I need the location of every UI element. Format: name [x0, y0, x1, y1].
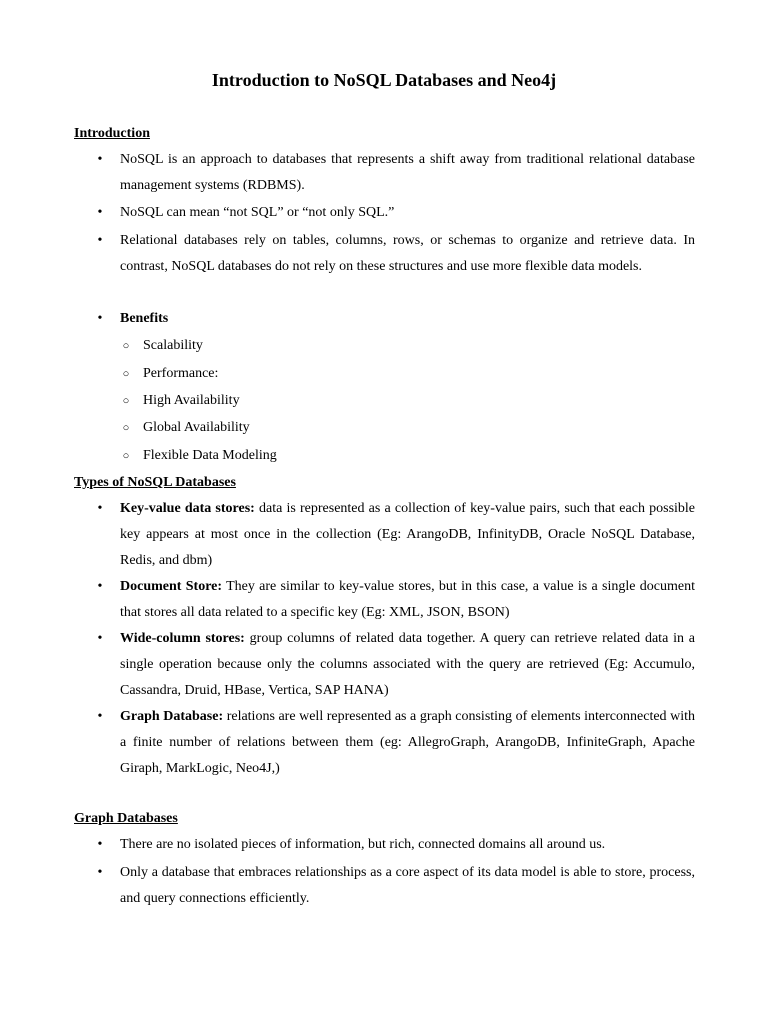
bullet-icon: • — [97, 837, 103, 852]
list-item-text: They are similar to key-value stores, but in this case, a value is a single document that stores all data related to a specific key (Eg: XML, JSON, BSON) — [120, 579, 695, 620]
hollow-bullet-icon: ○ — [122, 395, 130, 407]
list-item-term: Key-value data stores: — [120, 501, 255, 516]
list-item-text: data is represented as a collection of key-value pairs, such that each possible key appears at most once in the collection (Eg: ArangoDB, InfinityDB, Oracle NoSQL Database, Redis, and dbm) — [120, 501, 696, 568]
sublist-item-text: High Availability — [143, 393, 240, 408]
sublist-item — [122, 333, 695, 359]
hollow-bullet-icon: ○ — [122, 422, 130, 434]
hollow-bullet-icon: ○ — [122, 368, 130, 380]
list-item-term: Document Store: — [120, 579, 223, 594]
list-item — [97, 574, 695, 626]
section-heading-graph-databases: Graph Databases — [74, 811, 178, 826]
section-heading-types: Types of NoSQL Databases — [74, 475, 236, 490]
bullet-icon: • — [97, 631, 103, 646]
bullet-icon: • — [97, 233, 103, 248]
list-item — [97, 496, 696, 574]
list-item — [97, 860, 695, 912]
sublist-item — [122, 361, 695, 387]
list-item-text: There are no isolated pieces of information, but rich, connected domains all around us. — [120, 837, 606, 852]
sublist-item — [122, 415, 695, 441]
list-item — [97, 147, 695, 199]
sublist-item-text: Flexible Data Modeling — [143, 448, 277, 463]
list-item-text: Relational databases rely on tables, columns, rows, or schemas to organize and retrieve data. In contrast, NoSQL databases do not rely on these structures and use more flexible data models. — [120, 233, 695, 274]
sublist-item-text: Scalability — [143, 338, 203, 353]
bullet-icon: • — [97, 709, 103, 724]
list-item-text: NoSQL can mean “not SQL” or “not only SQL.” — [120, 205, 395, 220]
list-item-text: NoSQL is an approach to databases that represents a shift away from traditional relational database management systems (RDBMS). — [120, 152, 695, 193]
list-item — [97, 704, 695, 782]
sublist-item — [122, 443, 695, 469]
bullet-icon: • — [97, 311, 103, 326]
bullet-icon: • — [97, 865, 103, 880]
list-item-text: group columns of related data together. A query can retrieve related data in a single operation because only the columns associated with the query are retrieved (Eg: Accumulo, Cassandra, Druid, HBase, Vertica, SAP HANA) — [120, 631, 695, 698]
hollow-bullet-icon: ○ — [122, 340, 130, 352]
sublist-item-text: Performance: — [143, 366, 219, 381]
list-item-text: Only a database that embraces relationships as a core aspect of its data model is able to store, process, and query connections efficiently. — [120, 865, 695, 906]
document-title: Introduction to NoSQL Databases and Neo4j — [211, 70, 557, 90]
list-item-text: relations are well represented as a graph consisting of elements interconnected with a finite number of relations between them (eg: AllegroGraph, ArangoDB, InfiniteGraph, Apache Giraph, MarkLogic, Neo4J,) — [120, 709, 695, 776]
hollow-bullet-icon: ○ — [122, 450, 130, 462]
bullet-icon: • — [97, 205, 103, 220]
bullet-icon: • — [97, 579, 103, 594]
sublist-item — [122, 388, 695, 414]
list-item — [97, 626, 695, 704]
list-item-term: Graph Database: — [120, 709, 224, 724]
list-item-term: Wide-column stores: — [120, 631, 245, 646]
benefits-label: Benefits — [120, 311, 169, 326]
section-heading-introduction: Introduction — [74, 126, 150, 141]
list-item-benefits — [97, 306, 695, 332]
list-item — [97, 228, 695, 280]
sublist-item-text: Global Availability — [143, 420, 250, 435]
bullet-icon: • — [97, 152, 103, 167]
bullet-icon: • — [97, 501, 103, 516]
list-item — [97, 200, 695, 226]
list-item — [97, 832, 695, 858]
